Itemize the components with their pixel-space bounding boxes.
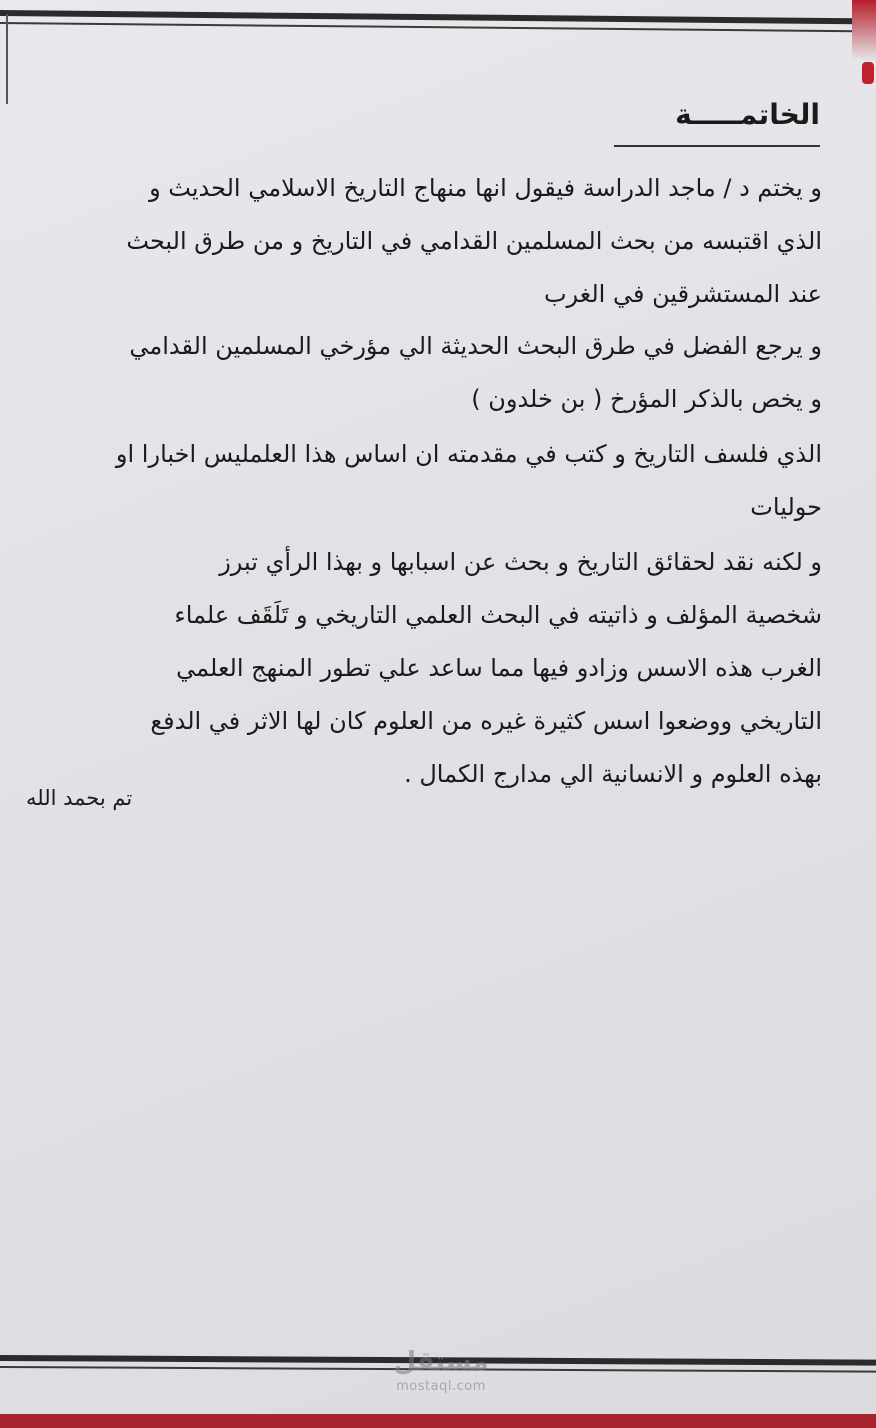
top-border-thin: [0, 22, 870, 32]
paragraph-4: [26, 536, 822, 801]
paragraph-3: [26, 428, 822, 534]
title-underline: [614, 145, 820, 147]
paragraph-line: و يرجع الفضل في طرق البحث الحديثة الي مؤرخي المسلمين القدامي: [129, 332, 822, 360]
page-title: الخاتمـــــة: [675, 98, 820, 131]
paragraph-line: الذي اقتبسه من بحث المسلمين القدامي في التاريخ و من طرق البحث: [126, 227, 822, 255]
red-bottom-edge: [0, 1414, 876, 1428]
paragraph-line: و يخص بالذكر المؤرخ ( بن خلدون ): [471, 385, 822, 413]
paragraph-line: بهذه العلوم و الانسانية الي مدارج الكمال .: [404, 760, 822, 788]
watermark-logo: مستقل: [393, 1347, 489, 1377]
closing-signoff: تم بحمد الله: [26, 786, 133, 810]
paragraph-line: الذي فلسف التاريخ و كتب في مقدمته ان اساس هذا العلمليس اخبارا او: [115, 440, 822, 468]
left-border: [6, 14, 8, 104]
red-tab-decoration: [852, 0, 876, 110]
paragraph-line: حوليات: [750, 493, 822, 521]
paragraph-line: عند المستشرقين في الغرب: [543, 280, 822, 308]
top-border-thick: [0, 10, 870, 24]
paragraph-line: شخصية المؤلف و ذاتيته في البحث العلمي التاريخي و تَلَقَف علماء: [174, 601, 822, 629]
paragraph-line: التاريخي ووضعوا اسس كثيرة غيره من العلوم كان لها الاثر في الدفع: [150, 707, 822, 735]
paragraph-line: و يختم د / ماجد الدراسة فيقول انها منهاج التاريخ الاسلامي الحديث و: [149, 174, 822, 202]
watermark: [386, 1344, 496, 1404]
paragraph-line: و لكنه نقد لحقائق التاريخ و بحث عن اسبابها و بهذا الرأي تبرز: [219, 548, 822, 576]
watermark-url: mostaql.com: [396, 1379, 486, 1394]
paragraph-line: الغرب هذه الاسس وزادو فيها مما ساعد علي تطور المنهج العلمي: [176, 654, 822, 682]
paragraph-1: [26, 162, 822, 321]
paragraph-2: [26, 320, 822, 426]
